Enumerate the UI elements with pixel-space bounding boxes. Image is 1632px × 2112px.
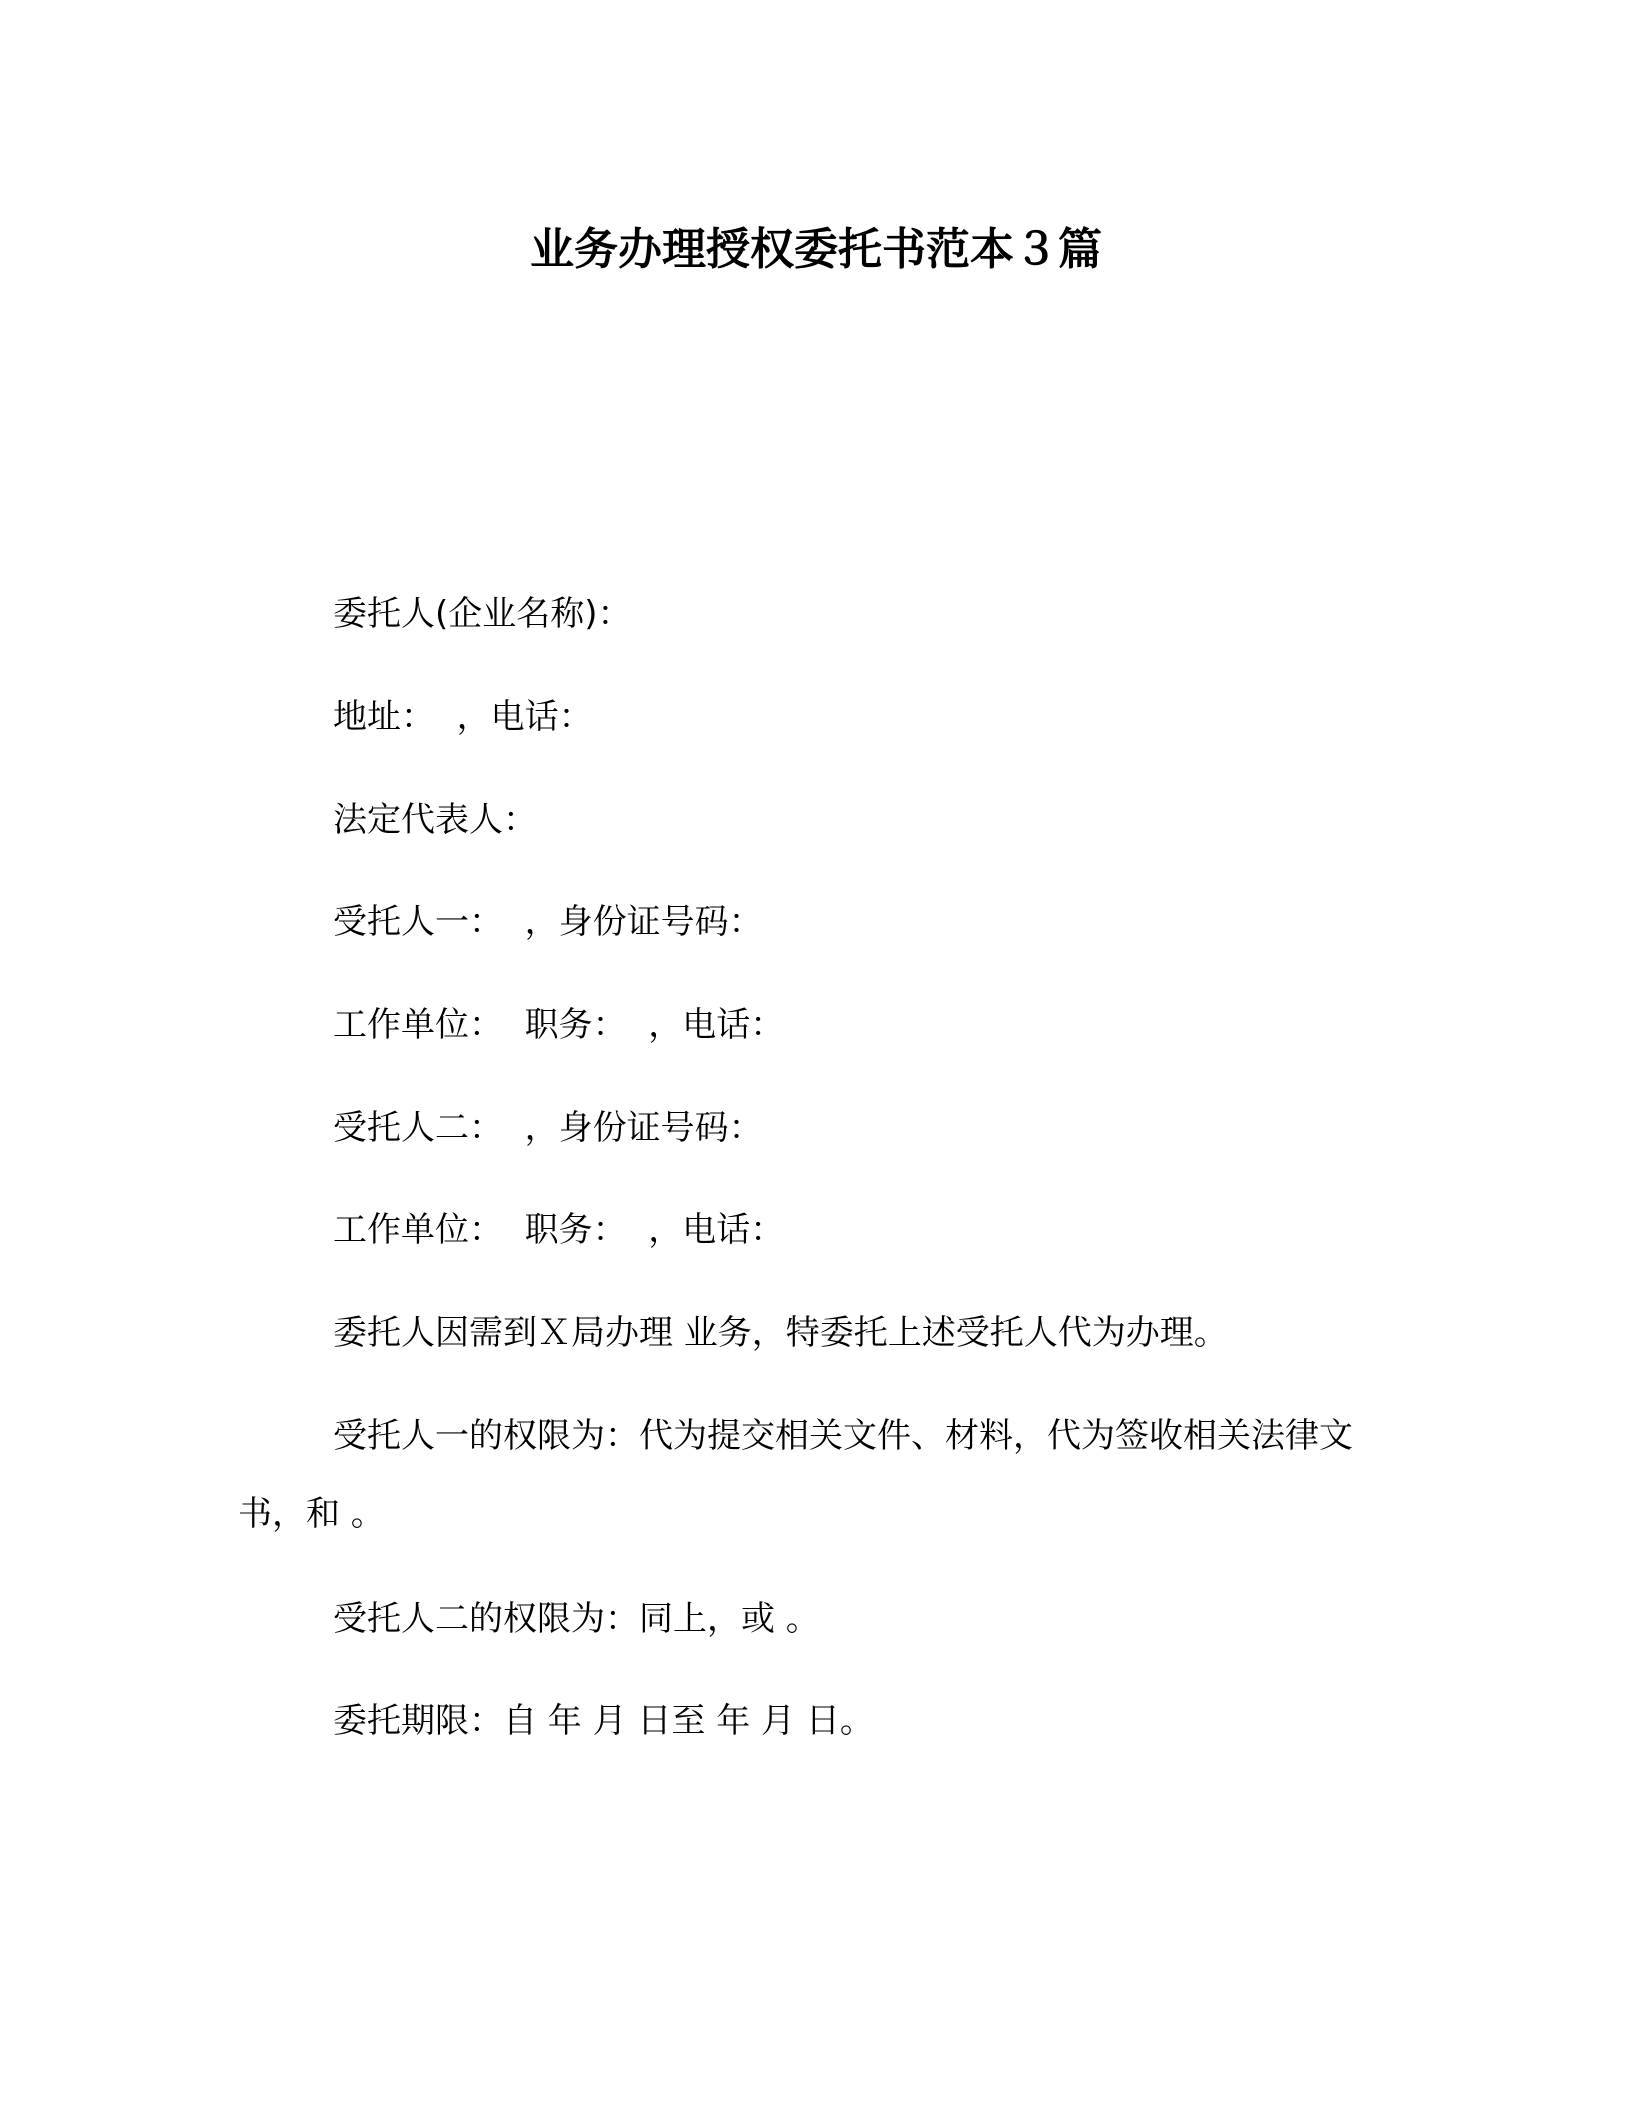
agent-one-work-line: 工作单位： 职务： ，电话： <box>333 1005 785 1045</box>
agent-two-work-line: 工作单位： 职务： ，电话： <box>333 1210 785 1250</box>
address-phone-line: 地址： ，电话： <box>333 697 593 737</box>
agent-one-authority-paragraph: 受托人一的权限为：代为提交相关文件、材料，代为签收相关法律文书，和 。 <box>238 1416 1353 1534</box>
principal-line: 委托人(企业名称)： <box>333 594 632 634</box>
purpose-line: 委托人因需到Ｘ局办理 业务，特委托上述受托人代为办理。 <box>333 1313 1228 1353</box>
agent-two-line: 受托人二： ，身份证号码： <box>333 1108 763 1148</box>
term-line: 委托期限：自 年 月 日至 年 月 日。 <box>333 1701 874 1741</box>
agent-one-line: 受托人一： ，身份证号码： <box>333 902 763 942</box>
legal-representative-line: 法定代表人： <box>333 800 537 840</box>
agent-two-authority-line: 受托人二的权限为：同上，或 。 <box>333 1599 820 1639</box>
document-title: 业务办理授权委托书范本３篇 <box>530 224 1102 275</box>
